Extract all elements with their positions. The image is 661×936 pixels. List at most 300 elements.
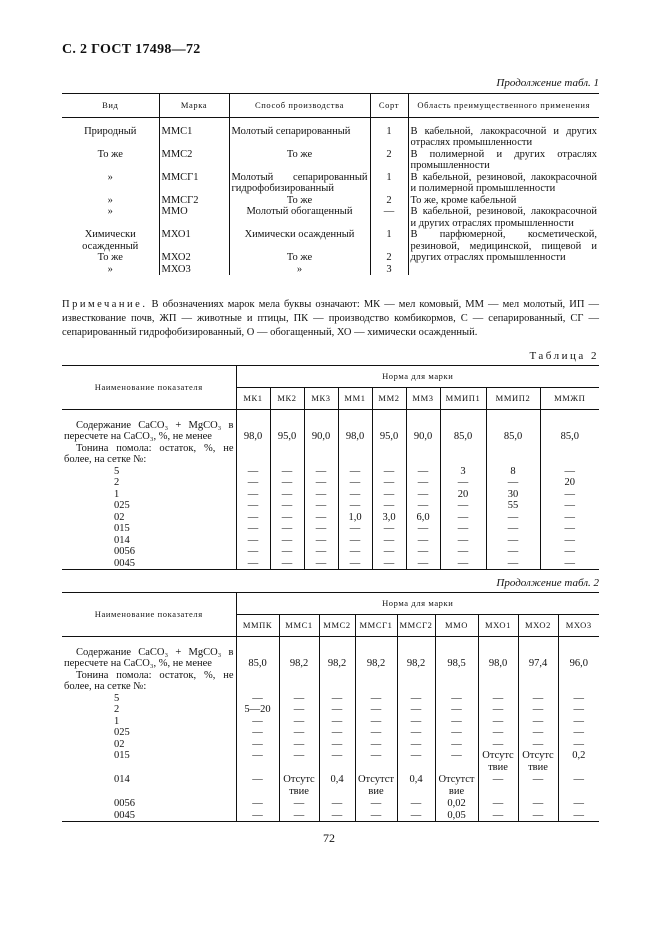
table-row — [62, 716, 599, 728]
norm-value: — — [355, 727, 397, 739]
norm-value: — — [279, 739, 319, 751]
table-row — [62, 229, 599, 252]
t1-cell-sort: 2 — [370, 195, 408, 207]
table-row — [62, 558, 599, 570]
norm-value: — — [558, 716, 599, 728]
t1-cell-vid: » — [107, 206, 113, 217]
table3 — [62, 592, 599, 822]
norm-value — [435, 670, 478, 693]
norm-value: — — [372, 558, 406, 570]
norm-value — [319, 670, 355, 693]
norm-value: 5—20 — [236, 704, 279, 716]
norm-value: — — [518, 774, 558, 798]
t1-cell-vid: То же — [97, 252, 123, 263]
t1-header-vid: Вид — [62, 94, 159, 118]
indicator-name: 5 — [114, 465, 120, 477]
norm-value: Отсутствие — [518, 750, 558, 774]
t3-header-mark: МХО1 — [478, 615, 518, 637]
indicator-name: 0045 — [62, 810, 236, 822]
norm-value: — — [406, 523, 440, 535]
norm-value: — — [355, 693, 397, 705]
t2-header-mark: ММ1 — [338, 388, 372, 410]
norm-value: — — [236, 535, 270, 547]
indicator-name: 1 — [114, 488, 120, 500]
norm-value: — — [397, 693, 435, 705]
norm-value: — — [338, 558, 372, 570]
t1-cell-sort: 2 — [370, 149, 408, 172]
t1-cell-vid: То же — [97, 148, 123, 160]
table2 — [62, 365, 599, 570]
norm-value: 95,0 — [270, 420, 304, 443]
norm-value: — — [236, 512, 270, 524]
note-text: В обозначениях марок мела буквы означают: МК — мел комовый, ММ — мел молотый, ИП — известкование почв, ЖП — животные и птицы, ПК — производство комбикормов, С — сепарированный, СГ — сепарированный гидрофобизированный, О — обогащенный, ХО — химически осажденный. — [62, 299, 599, 338]
norm-value — [478, 670, 518, 693]
norm-value: — — [478, 693, 518, 705]
indicator-name: 0045 — [62, 558, 236, 570]
table-row — [62, 693, 599, 705]
norm-value: — — [236, 477, 270, 489]
norm-value: — — [478, 739, 518, 751]
norm-value: Отсутствие — [435, 774, 478, 798]
t1-cell-sposob: То же — [229, 149, 370, 172]
norm-value: — — [486, 523, 540, 535]
norm-value: 98,5 — [435, 647, 478, 670]
norm-value: — — [319, 693, 355, 705]
t1-header-oblast: Область преимущественного применения — [408, 94, 599, 118]
t2-header-norm: Норма для марки — [236, 366, 599, 388]
norm-value — [338, 443, 372, 466]
page-header: С. 2 ГОСТ 17498—72 — [62, 42, 201, 57]
norm-value — [406, 443, 440, 466]
norm-value: — — [304, 500, 338, 512]
norm-value: — — [486, 546, 540, 558]
norm-value: — — [338, 489, 372, 501]
t1-cell-marka: ММСГ2 — [159, 195, 229, 207]
norm-value: — — [279, 727, 319, 739]
t3-header-mark: ММПК — [236, 615, 279, 637]
indicator-name: 2 — [114, 704, 120, 715]
norm-value: — — [518, 739, 558, 751]
t2-header-mark: МК2 — [270, 388, 304, 410]
norm-value: — — [478, 810, 518, 822]
t1-cell-vid: » — [107, 263, 113, 275]
norm-value: — — [435, 750, 478, 774]
t1-cell-marka: ММС1 — [159, 126, 229, 149]
norm-value: 0,4 — [319, 774, 355, 798]
indicator-name: 015 — [114, 523, 130, 534]
norm-value: — — [304, 535, 338, 547]
norm-value — [397, 670, 435, 693]
norm-value: — — [236, 739, 279, 751]
norm-value: — — [406, 546, 440, 558]
norm-value: 85,0 — [486, 420, 540, 443]
norm-value: — — [406, 466, 440, 478]
norm-value: — — [558, 704, 599, 716]
norm-value: — — [440, 558, 486, 570]
norm-value: 0,4 — [397, 774, 435, 798]
table-row — [62, 477, 599, 489]
norm-value: — — [486, 477, 540, 489]
norm-value: — — [319, 750, 355, 774]
norm-value: — — [440, 477, 486, 489]
norm-value: — — [518, 798, 558, 810]
norm-value: — — [397, 727, 435, 739]
table-row — [62, 739, 599, 751]
norm-value: — — [372, 489, 406, 501]
table-row — [62, 420, 599, 443]
norm-value: — — [486, 558, 540, 570]
norm-value: — — [518, 716, 558, 728]
norm-value: — — [518, 704, 558, 716]
norm-value: — — [355, 750, 397, 774]
norm-value: — — [236, 500, 270, 512]
t3-header-mark: ММС2 — [319, 615, 355, 637]
norm-value: 85,0 — [236, 647, 279, 670]
norm-value: — — [355, 739, 397, 751]
norm-value: — — [319, 739, 355, 751]
norm-value: 98,0 — [478, 647, 518, 670]
indicator-name: 0056 — [114, 798, 135, 809]
norm-value: — — [270, 512, 304, 524]
norm-value: — — [435, 693, 478, 705]
table-row — [62, 670, 599, 693]
norm-value: — — [558, 727, 599, 739]
norm-value: 98,2 — [279, 647, 319, 670]
norm-value: — — [540, 489, 599, 501]
t1-cell-sposob: » — [229, 264, 370, 276]
norm-value — [518, 670, 558, 693]
norm-value: — — [540, 523, 599, 535]
norm-value: — — [270, 477, 304, 489]
norm-value: — — [270, 535, 304, 547]
t2-header-name: Наименование показателя — [62, 366, 236, 410]
norm-value: — — [372, 477, 406, 489]
norm-value: — — [518, 727, 558, 739]
table1-continuation-label: Продолжение табл. 1 — [496, 77, 599, 89]
indicator-name: Тонина помола: остаток, %, не более, на сетке №: — [64, 669, 234, 692]
norm-value: — — [435, 704, 478, 716]
table-row — [62, 500, 599, 512]
t3-header-mark: ММО — [435, 615, 478, 637]
norm-value: — — [372, 500, 406, 512]
norm-value: — — [270, 466, 304, 478]
t2-header-mark: ММИП2 — [486, 388, 540, 410]
t3-header-name: Наименование показателя — [62, 593, 236, 637]
table1-note — [62, 298, 599, 340]
norm-value: — — [338, 523, 372, 535]
t1-cell-sposob: То же — [229, 195, 370, 207]
norm-value: — — [406, 489, 440, 501]
table-row — [62, 126, 599, 149]
norm-value: — — [270, 523, 304, 535]
norm-value: — — [279, 810, 319, 822]
t1-header-sort: Сорт — [370, 94, 408, 118]
norm-value: — — [304, 546, 338, 558]
norm-value: — — [372, 546, 406, 558]
table-row — [62, 535, 599, 547]
indicator-name: 1 — [114, 715, 120, 727]
norm-value: — — [540, 546, 599, 558]
t1-header-sposob: Способ производства — [229, 94, 370, 118]
norm-value: — — [397, 750, 435, 774]
norm-value: — — [338, 466, 372, 478]
table-row — [62, 750, 599, 774]
norm-value: — — [236, 727, 279, 739]
norm-value: — — [236, 693, 279, 705]
norm-value: — — [236, 774, 279, 798]
norm-value: 97,4 — [518, 647, 558, 670]
table-row — [62, 647, 599, 670]
table-row — [62, 489, 599, 501]
norm-value: 98,2 — [355, 647, 397, 670]
norm-value: — — [540, 512, 599, 524]
t3-header-norm: Норма для марки — [236, 593, 599, 615]
norm-value: — — [435, 739, 478, 751]
table3-continuation-label: Продолжение табл. 2 — [496, 577, 599, 589]
norm-value: — — [372, 535, 406, 547]
norm-value: 95,0 — [372, 420, 406, 443]
norm-value: — — [279, 704, 319, 716]
norm-value: — — [478, 798, 518, 810]
indicator-name: 5 — [114, 692, 120, 704]
norm-value: — — [440, 523, 486, 535]
norm-value: 20 — [440, 489, 486, 501]
norm-value: 98,0 — [236, 420, 270, 443]
norm-value: — — [355, 716, 397, 728]
norm-value: — — [236, 546, 270, 558]
indicator-name: 025 — [114, 500, 130, 511]
indicator-name: Содержание CaCO₃ + MgCO₃ в пересчете на CaCO₃, %, не менее — [64, 419, 234, 442]
norm-value: 85,0 — [440, 420, 486, 443]
t1-cell-marka: МХО2 — [159, 252, 229, 264]
t2-header-mark: ММИП1 — [440, 388, 486, 410]
norm-value: — — [236, 489, 270, 501]
indicator-name: 2 — [114, 477, 120, 488]
t1-cell-oblast: В кабельной, лакокрасочной и других отраслях промышленности — [408, 126, 599, 149]
t1-cell-sposob: Молотый обогащенный — [229, 206, 370, 229]
norm-value: 20 — [540, 477, 599, 489]
t1-cell-sort: 2 — [370, 252, 408, 264]
norm-value: — — [304, 477, 338, 489]
t1-cell-vid: » — [107, 171, 113, 183]
indicator-name: 02 — [114, 511, 125, 523]
t1-cell-marka: ММО — [159, 206, 229, 229]
norm-value: — — [440, 512, 486, 524]
norm-value — [304, 443, 338, 466]
table-row — [62, 798, 599, 810]
norm-value: — — [372, 523, 406, 535]
table-row — [62, 206, 599, 229]
table-row — [62, 727, 599, 739]
norm-value: — — [319, 727, 355, 739]
norm-value: — — [270, 558, 304, 570]
norm-value: — — [478, 704, 518, 716]
t1-cell-sposob: Химически осажденный — [229, 229, 370, 252]
norm-value — [372, 443, 406, 466]
norm-value: — — [236, 716, 279, 728]
norm-value: 0,02 — [435, 798, 478, 810]
t1-cell-oblast: В полимерной и других отраслях промышленности — [408, 149, 599, 172]
table-row — [62, 149, 599, 172]
norm-value: — — [406, 535, 440, 547]
t1-cell-sort: 1 — [370, 229, 408, 252]
t1-cell-oblast: В кабельной, резиновой, лакокрасочной и полимерной промышленности — [408, 172, 599, 195]
norm-value: — — [397, 739, 435, 751]
norm-value: — — [440, 500, 486, 512]
norm-value: — — [518, 693, 558, 705]
t1-cell-marka: ММСГ1 — [159, 172, 229, 195]
norm-value: Отсутствие — [355, 774, 397, 798]
norm-value: 96,0 — [558, 647, 599, 670]
norm-value: — — [406, 558, 440, 570]
indicator-name: 025 — [114, 727, 130, 738]
norm-value: 98,0 — [338, 420, 372, 443]
norm-value: — — [372, 466, 406, 478]
t2-header-mark: ММ2 — [372, 388, 406, 410]
table-row — [62, 810, 599, 822]
norm-value: — — [355, 810, 397, 822]
norm-value: — — [338, 477, 372, 489]
norm-value: — — [270, 546, 304, 558]
t1-cell-sort: 1 — [370, 126, 408, 149]
norm-value: — — [558, 810, 599, 822]
norm-value: — — [319, 810, 355, 822]
norm-value: — — [304, 558, 338, 570]
norm-value: — — [558, 798, 599, 810]
table-row — [62, 523, 599, 535]
norm-value — [540, 443, 599, 466]
table-row — [62, 546, 599, 558]
t1-cell-marka: ММС2 — [159, 149, 229, 172]
norm-value — [236, 443, 270, 466]
table-row — [62, 172, 599, 195]
table1 — [62, 93, 599, 275]
table-row — [62, 512, 599, 524]
norm-value: — — [236, 523, 270, 535]
norm-value: 55 — [486, 500, 540, 512]
t3-header-mark: ММС1 — [279, 615, 319, 637]
norm-value: 30 — [486, 489, 540, 501]
norm-value: — — [236, 558, 270, 570]
norm-value: 98,2 — [319, 647, 355, 670]
norm-value — [558, 670, 599, 693]
note-label: Примечание. — [62, 299, 148, 310]
norm-value: 90,0 — [304, 420, 338, 443]
norm-value — [440, 443, 486, 466]
norm-value: 0,2 — [558, 750, 599, 774]
page-number: 72 — [323, 831, 335, 845]
t1-cell-sposob: Молотый сепарированный — [229, 126, 370, 149]
table2-body — [62, 410, 599, 570]
norm-value: — — [540, 466, 599, 478]
norm-value: 98,2 — [397, 647, 435, 670]
norm-value: — — [540, 558, 599, 570]
t1-cell-oblast: То же, кроме кабельной — [408, 195, 599, 207]
t2-header-mark: ММ3 — [406, 388, 440, 410]
norm-value: — — [304, 489, 338, 501]
norm-value: — — [279, 750, 319, 774]
norm-value — [486, 443, 540, 466]
norm-value: — — [338, 546, 372, 558]
t1-cell-vid: Химически осажденный — [82, 229, 139, 252]
t1-cell-vid: » — [107, 194, 113, 206]
norm-value — [236, 670, 279, 693]
norm-value: 6,0 — [406, 512, 440, 524]
norm-value: — — [478, 774, 518, 798]
norm-value: — — [435, 727, 478, 739]
norm-value: — — [304, 466, 338, 478]
t2-header-mark: МК1 — [236, 388, 270, 410]
norm-value: — — [236, 798, 279, 810]
norm-value: — — [319, 704, 355, 716]
norm-value: — — [486, 535, 540, 547]
norm-value: — — [279, 693, 319, 705]
norm-value: — — [338, 500, 372, 512]
norm-value: — — [440, 546, 486, 558]
t3-header-mark: МХО3 — [558, 615, 599, 637]
t1-cell-sposob: То же — [229, 252, 370, 264]
norm-value: 3 — [440, 466, 486, 478]
indicator-name: 014 — [114, 774, 130, 785]
indicator-name: 014 — [114, 534, 130, 546]
norm-value — [279, 670, 319, 693]
norm-value: — — [236, 810, 279, 822]
norm-value: — — [435, 716, 478, 728]
table-row — [62, 466, 599, 478]
t1-header-marka: Марка — [159, 94, 229, 118]
norm-value: Отсутствие — [478, 750, 518, 774]
norm-value: — — [397, 810, 435, 822]
t3-header-mark: ММСГ1 — [355, 615, 397, 637]
norm-value: — — [279, 716, 319, 728]
norm-value: — — [518, 810, 558, 822]
t1-cell-vid: Природный — [84, 125, 137, 137]
norm-value: 1,0 — [338, 512, 372, 524]
norm-value: — — [338, 535, 372, 547]
t1-cell-sposob: Молотый сепарированный гидрофобизированный — [229, 172, 370, 195]
norm-value: — — [397, 704, 435, 716]
norm-value: — — [478, 727, 518, 739]
norm-value: — — [279, 798, 319, 810]
norm-value: — — [406, 477, 440, 489]
t3-header-mark: МХО2 — [518, 615, 558, 637]
t1-cell-sort: — — [370, 206, 408, 229]
table-row — [62, 704, 599, 716]
table3-body — [62, 637, 599, 822]
t1-cell-marka: МХО3 — [159, 264, 229, 276]
norm-value: — — [397, 798, 435, 810]
t1-cell-oblast: В парфюмерной, косметической, резиновой, медицинской, пищевой и других отраслях промышленности — [408, 229, 599, 275]
t3-header-mark: ММСГ2 — [397, 615, 435, 637]
t1-cell-marka: МХО1 — [159, 229, 229, 252]
norm-value: — — [478, 716, 518, 728]
indicator-name: 0056 — [114, 546, 135, 557]
indicator-name: 015 — [114, 750, 130, 761]
norm-value — [355, 670, 397, 693]
norm-value: — — [558, 693, 599, 705]
norm-value: — — [319, 798, 355, 810]
norm-value: — — [236, 466, 270, 478]
norm-value: — — [397, 716, 435, 728]
norm-value: — — [319, 716, 355, 728]
norm-value: — — [558, 739, 599, 751]
norm-value: — — [355, 704, 397, 716]
norm-value: 85,0 — [540, 420, 599, 443]
norm-value: 90,0 — [406, 420, 440, 443]
indicator-name: 02 — [114, 738, 125, 750]
table2-label: Таблица 2 — [529, 350, 599, 362]
norm-value: — — [304, 512, 338, 524]
